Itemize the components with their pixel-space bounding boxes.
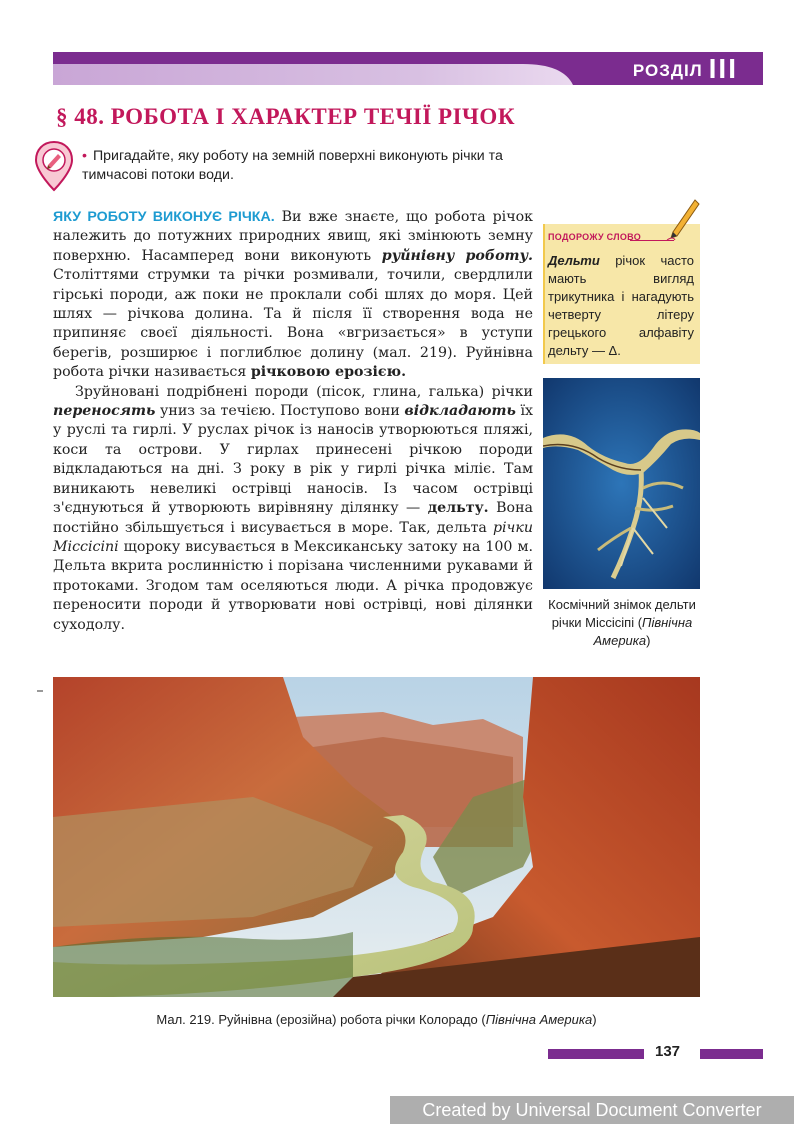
text-run: щороку висувається в Мексиканську затоку на 100 м. Дельта вкрита рослинністю і порізана численними рукавами й протоками. Згодом там оселяються люди. А річка продовжує переносити породи й утворювати нові острівці, нові ділянки суходолу. xyxy=(53,538,533,633)
section-number: III xyxy=(708,53,738,84)
paragraph-1 xyxy=(53,208,533,383)
term-river-erosion: річковою ерозією. xyxy=(250,364,407,381)
text-run: Зруйновані подрібнені породи (пісок, глина, галька) річки xyxy=(75,383,533,400)
word-note-label: ПОДОРОЖУ СЛОВО xyxy=(548,232,642,242)
converter-watermark: Created by Universal Document Converter xyxy=(390,1096,794,1124)
main-text xyxy=(53,208,533,635)
text-run: Століттями струмки та річки розмивали, точили, свердлили гірські породи, аж поки не проклали собі шлях до моря. Цей шлях — річкова долина. Та й після її створення вода не припиняє своєї діяльності. Вона «вгризається» в уступи берегів, розширює і поглиблює долину (мал. 219). Руйнівна робота річки називається xyxy=(53,267,533,381)
text-run: ) xyxy=(646,633,651,648)
satellite-caption xyxy=(540,596,704,650)
text-run: річок часто мають вигляд трикутника і нагадують четверту літеру грецького алфавіту дельту — Δ. xyxy=(548,253,694,358)
paragraph-title: § 48. РОБОТА І ХАРАКТЕР ТЕЧІЇ РІЧОК xyxy=(56,104,516,129)
recall-bullet: • xyxy=(82,148,87,164)
map-pin-icon xyxy=(34,140,74,192)
section-label xyxy=(633,55,738,85)
text-run: ) xyxy=(592,1012,597,1027)
text-run: їх у руслі та гирлі. У руслах річок із наносів утворюються пляжі, коси та острови. У гирлах принесені річкою породи відкладаються на дні. З року в рік у гирлі річка міліє. Там виникають невеликі острівці наносів. Із часом острівці з'єднуються й утворюють вирівняну ділянку — xyxy=(53,403,533,517)
page-number: 137 xyxy=(655,1043,681,1060)
mississippi-delta-satellite-image xyxy=(543,378,700,589)
recall-text: Пригадайте, яку роботу на земній поверхні виконують річки та тимчасові потоки води. xyxy=(82,148,503,183)
text-run: униз за течією. Поступово вони xyxy=(155,403,405,420)
pencil-icon xyxy=(665,198,701,242)
section-word: РОЗДІЛ xyxy=(632,61,703,80)
term-mississippi: річки Міссісіпі xyxy=(53,519,533,555)
term-delta: дельту. xyxy=(427,500,489,517)
caption-italic: Північна Америка xyxy=(593,615,693,648)
colorado-canyon-photo xyxy=(53,677,700,997)
subsection-heading: ЯКУ РОБОТУ ВИКОНУЄ РІЧКА. xyxy=(53,209,275,225)
margin-mark xyxy=(37,690,43,692)
text-run: Космічний знімок дельти річки Міссісіпі ( xyxy=(548,597,696,630)
footer-bar-left xyxy=(548,1049,644,1059)
footer-bar-right xyxy=(700,1049,763,1059)
term-destructive-work: руйнівну роботу. xyxy=(381,247,533,264)
caption-italic: Північна Америка xyxy=(485,1012,593,1027)
paragraph-2 xyxy=(53,383,533,635)
term-transport: переносять xyxy=(53,403,156,420)
figure-219-caption xyxy=(53,1012,700,1027)
term-deposit: відкладають xyxy=(404,403,516,420)
word-note-text xyxy=(548,252,694,360)
recall-question xyxy=(82,147,552,185)
word-note-term: Дельти xyxy=(548,253,600,268)
text-run: Мал. 219. Руйнівна (ерозійна) робота річки Колорадо ( xyxy=(156,1012,486,1027)
text-run: Ви вже знаєте, що робота річок належить до потужних природних явищ, які змінюють земну поверхню. Насамперед вони виконують xyxy=(53,209,533,264)
text-run: Вона постійно збільшується і висувається в море. Так, дельта xyxy=(53,500,533,536)
